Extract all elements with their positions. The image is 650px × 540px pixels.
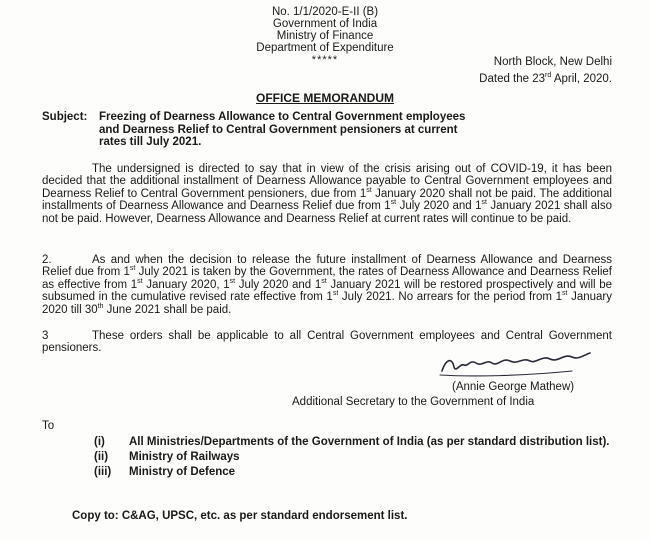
list-item: (ii) Ministry of Railways bbox=[94, 451, 240, 463]
to-label: To bbox=[42, 420, 55, 432]
paragraph-3-number: 3 bbox=[42, 330, 49, 342]
place-date-block bbox=[479, 56, 612, 86]
subject-label: Subject: bbox=[42, 111, 88, 123]
department-name: Department of Expenditure bbox=[256, 42, 394, 54]
paragraph-3: 3 These orders shall be applicable to all Central Government employees and Central Government pensioners. bbox=[42, 330, 612, 355]
signature-image bbox=[432, 345, 602, 381]
recipient-list bbox=[94, 436, 614, 479]
date: Dated the 23rd April, 2020. bbox=[479, 72, 612, 85]
paragraph-1: The undersigned is directed to say that in view of the crisis arising out of COVID-19, it has been decided that the additional installment of Dearness Allowance payable to Central Government employees and Dearness Relief to Central Government pensioners, due from 1st January 2020 shall not be paid. The additional installments of Dearness Allowance and Dearness Relief due from 1st July 2020 and 1st January 2021 shall also not be paid. However, Dearness Allowance and Dearness Relief at current rates will continue to be paid. bbox=[42, 163, 612, 225]
government-name: Government of India bbox=[272, 18, 378, 30]
place: North Block, New Delhi bbox=[493, 56, 612, 68]
list-item: (i) All Ministries/Departments of the Government of India (as per standard distribution list). bbox=[94, 436, 610, 448]
copy-to-line: Copy to: C&AG, UPSC, etc. as per standard endorsement list. bbox=[72, 510, 408, 522]
subject-block bbox=[42, 111, 612, 149]
subject-line-3: rates till July 2021. bbox=[99, 136, 202, 148]
signatory-name: (Annie George Mathew) bbox=[452, 381, 575, 393]
separator-stars: ***** bbox=[311, 54, 339, 66]
subject-line-1: Freezing of Dearness Allowance to Central Government employees bbox=[99, 111, 466, 123]
memorandum-title: OFFICE MEMORANDUM bbox=[256, 91, 394, 105]
paragraph-2-number: 2. bbox=[42, 254, 52, 266]
paragraph-2: 2. As and when the decision to release the future installment of Dearness Allowance and Dearness Relief due from 1st July 2021 is taken by the Government, the rates of Dearness Allowance and Dearness Relief as effective from 1st January 2020, 1st July 2020 and 1st January 2021 will be restored prospectively and will be subsumed in the cumulative revised rate effective from 1st July 2021. No arrears for the period from 1st January 2020 till 30th June 2021 shall be paid. bbox=[42, 254, 613, 316]
subject-line-2: and Dearness Relief to Central Government pensioners at current bbox=[99, 123, 458, 136]
list-item: (iii) Ministry of Defence bbox=[94, 466, 236, 478]
file-number: No. 1/1/2020-E-II (B) bbox=[271, 6, 379, 18]
signatory-designation: Additional Secretary to the Government of India bbox=[292, 396, 535, 408]
ministry-name: Ministry of Finance bbox=[276, 30, 374, 42]
